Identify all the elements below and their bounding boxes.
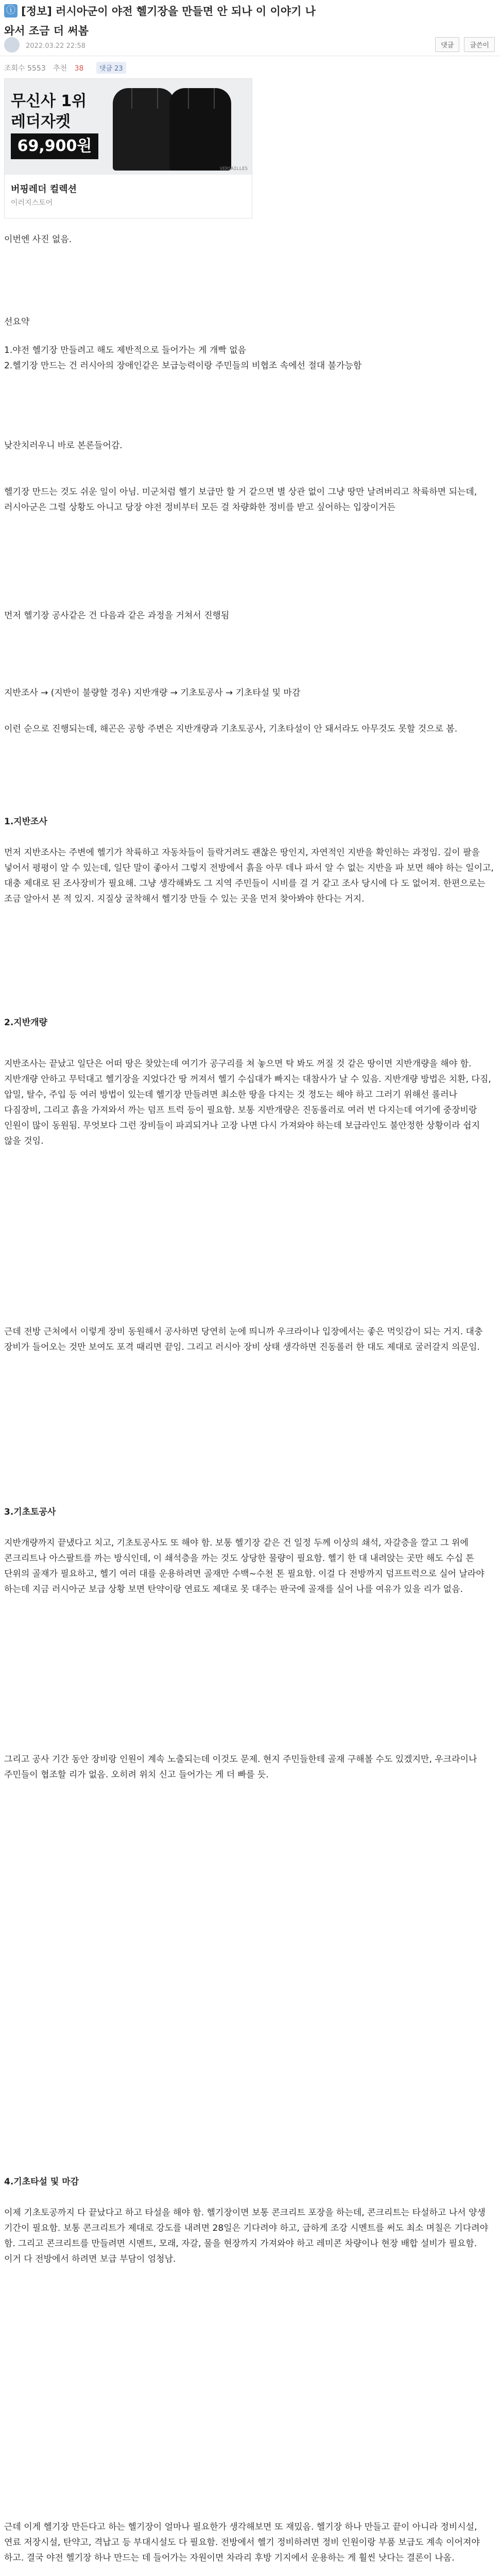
body-paragraph: 먼저 지반조사는 주변에 헬기가 착륙하고 자동차들이 들락거려도 괜찮은 땅인지, 자연적인 지반을 확인하는 과정임. 깊이 팔을 넣어서 평평이 알 수 있는데, 일단 말이 좋아서 그렇지 전방에서 흙을 아무 데나 파서 알 수 없는 지반을 파 보면 해야 하는 일이고, 대충 제대로 된 조사장비가 필요해. 그냥 생각해봐도 그 지역 주민들이 시비를 걸 거 같고 조사 당시에 다 도 없어져. 한편으로는 조금 알아서 본 적 있지. 지질상 굴착해서 헬기장 만들 수 있는 곳을 먼저 찾아봐야 한다는 거지. (4, 848, 497, 904)
avatar[interactable] (4, 37, 20, 53)
body-paragraph: 선요약 (4, 317, 30, 327)
title-row (4, 3, 496, 21)
body-paragraph: 헬기장 만드는 것도 쉬운 일이 아님. 미군처럼 헬기 보급만 할 거 같으면 별 상관 없이 그냥 땅만 날려버리고 착륙하면 되는데, 러시아군은 그럴 상황도 아니고 당장 야전 정비부터 모든 걸 차량화한 정비를 받고 싶어하는 입장이거든 (4, 487, 480, 513)
post-stats (4, 62, 131, 74)
body-paragraph: 지반조사는 끝났고 일단은 어떠 땅은 찾았는데 여기가 공구리를 쳐 놓으면 탁 봐도 꺼질 것 같은 땅이면 지반개량을 해야 함. 지반개량 안하고 무턱대고 헬기장을 지었다간 땅 꺼져서 헬기 수십대가 빠지는 대참사가 날 수 있음. 지반개량 방법은 치환, 다짐, 압밀, 탈수, 주입 등 여러 방법이 있는데 헬기장 만들려면 최소한 땅을 다지는 것 정도는 해야 하고 그러기 위해선 롤러나 다짐장비, 그리고 흙을 가져와서 까는 덤프 트럭 등이 필요함. 보통 지반개량은 진동롤러로 여러 번 다지는데 여기에 중장비랑 인원이 많이 동원됨. 무엇보다 그런 장비들이 파괴되거나 고장 나면 다시 가져와야 하는데 보급라인도 불안정한 상황이라 쉽지 않을 것임. (4, 1059, 494, 1146)
body-paragraph: 그리고 공사 기간 동안 장비랑 인원이 계속 노출되는데 이것도 문제. 현지 주민들한테 골재 구해볼 수도 있겠지만, 우크라이나 주민들이 협조할 리가 없음. 오히려 위치 신고 들어가는 게 더 빠를 듯. (4, 1754, 480, 1780)
body-paragraph: 지반개량까지 끝냈다고 치고, 기초토공사도 또 해야 함. 보통 헬기장 같은 건 일정 두께 이상의 쇄석, 자갈층을 깔고 그 위에 콘크리트나 아스팔트를 까는 방식인데, 이 쇄석층을 까는 것도 상당한 물량이 필요함. 헬기 한 대 내려앉는 곳만 해도 수십 톤 단위의 골재가 필요하고, 헬기 여러 대를 운용하려면 골재만 수백~수천 톤 필요함. 이걸 다 전방까지 덤프트럭으로 실어 날라야 하는데 지금 러시아군 보급 상황 보면 탄약이랑 연료도 제대로 못 대주는 판국에 골재를 실어 나를 여유가 있을 리가 없음. (4, 1538, 488, 1595)
body-paragraph: 이제 기초토공까지 다 끝났다고 하고 타설을 해야 함. 헬기장이면 보통 콘크리트 포장을 하는데, 콘크리트는 타설하고 나서 양생 기간이 필요함. 보통 콘크리트가 제대로 강도를 내려면 28일은 기다려야 하고, 급하게 조강 시멘트를 써도 최소 며칠은 기다려야 함. 그리고 콘크리트를 만들려면 시멘트, 모래, 자갈, 물을 현장까지 가져와야 하고 레미콘 차량이나 현장 배합 설비가 필요함. 이거 다 전방에서 하려면 보급 부담이 엄청남. (4, 2208, 491, 2264)
body-paragraph: 1.야전 헬기장 만들려고 해도 제반적으로 들어가는 게 개빡 없음 (4, 345, 246, 355)
body-paragraph: 먼저 헬기장 공사같은 건 다음과 같은 과정을 거쳐서 진행됨 (4, 611, 230, 621)
section-heading: 4.기초타설 및 마감 (4, 2177, 79, 2187)
section-heading: 1.지반조사 (4, 817, 47, 827)
ad-store: 이러지스토어 (11, 199, 53, 207)
jacket-image (169, 88, 231, 171)
info-icon: ⓘ (4, 4, 18, 18)
jacket-image (113, 88, 175, 171)
ad-banner[interactable] (5, 79, 252, 175)
ad-card[interactable] (4, 78, 252, 218)
ad-title[interactable]: 버핑레더 컬렉션 (11, 184, 77, 195)
body-paragraph: 2.헬기장 만드는 건 러시아의 장애인같은 보급능력이랑 주민들의 비협조 속에선 절대 불가능함 (4, 361, 362, 371)
post-actions (433, 37, 495, 52)
body-paragraph: 근데 이게 헬기장 만든다고 하는 헬기장이 얼마나 필요한가 생각해보면 또 재밌음. 헬기장 하나 만들고 끝이 아니라 정비시설, 연료 저장시설, 탄약고, 격납고 등 부대시설도 다 필요함. 전방에서 헬기 정비하려면 정비 인원이랑 부품 보급도 계속 이어져야 하고. 결국 야전 헬기장 하나 만드는 데 들어가는 자원이면 차라리 후방 기지에서 운용하는 게 훨씬 낫다는 결론이 나옴. (4, 2522, 483, 2563)
ad-price: 69,900원 (11, 133, 98, 159)
section-heading: 3.기초토공사 (4, 1507, 56, 1517)
post-title: [정보] 러시아군이 야전 헬기장을 만들면 안 되나 이 이야기 나 (21, 5, 316, 18)
section-heading: 2.지반개량 (4, 1018, 47, 1028)
recommend-count: 38 (74, 64, 84, 73)
body-paragraph: 이런 순으로 진행되는데, 해곤은 공항 주변은 지반개량과 기초토공사, 기초타설이 안 돼서라도 아무것도 못할 것으로 봄. (4, 724, 458, 734)
view-count: 조회수 5553 (4, 64, 46, 73)
body-paragraph: 지반조사 → (지반이 불량할 경우) 지반개량 → 기초토공사 → 기초타설 및 마감 (4, 688, 301, 698)
ad-headline: 무신사 1위 (11, 92, 87, 110)
ad-product: 레더자켓 (11, 113, 71, 131)
comment-count-tag[interactable]: 댓글 23 (96, 62, 126, 74)
body-paragraph: 근데 전방 근처에서 이렇게 장비 동원해서 공사하면 당연히 눈에 띄니까 우크라이나 입장에서는 좋은 먹잇감이 되는 거지. 대충 장비가 들어오는 것만 보여도 포격 때리면 끝임. 그리고 러시아 장비 상태 생각하면 진동롤러 한 대도 제대로 굴러갈지 의문임. (4, 1327, 486, 1352)
post-title-continued: 와서 조금 더 써봄 (4, 25, 89, 37)
recommend-label: 추천 38 (53, 64, 84, 73)
post-date: 2022.03.22 22:58 (26, 42, 86, 50)
ad-brand: VERSAILLES (219, 166, 248, 172)
body-paragraph: 이번엔 사진 없음. (4, 234, 72, 245)
body-paragraph: 낮잔치러우니 바로 본론들어감. (4, 440, 123, 451)
comment-button[interactable]: 댓글 (435, 37, 459, 52)
post-header (0, 0, 500, 56)
author-button[interactable]: 글쓴이 (464, 37, 495, 52)
